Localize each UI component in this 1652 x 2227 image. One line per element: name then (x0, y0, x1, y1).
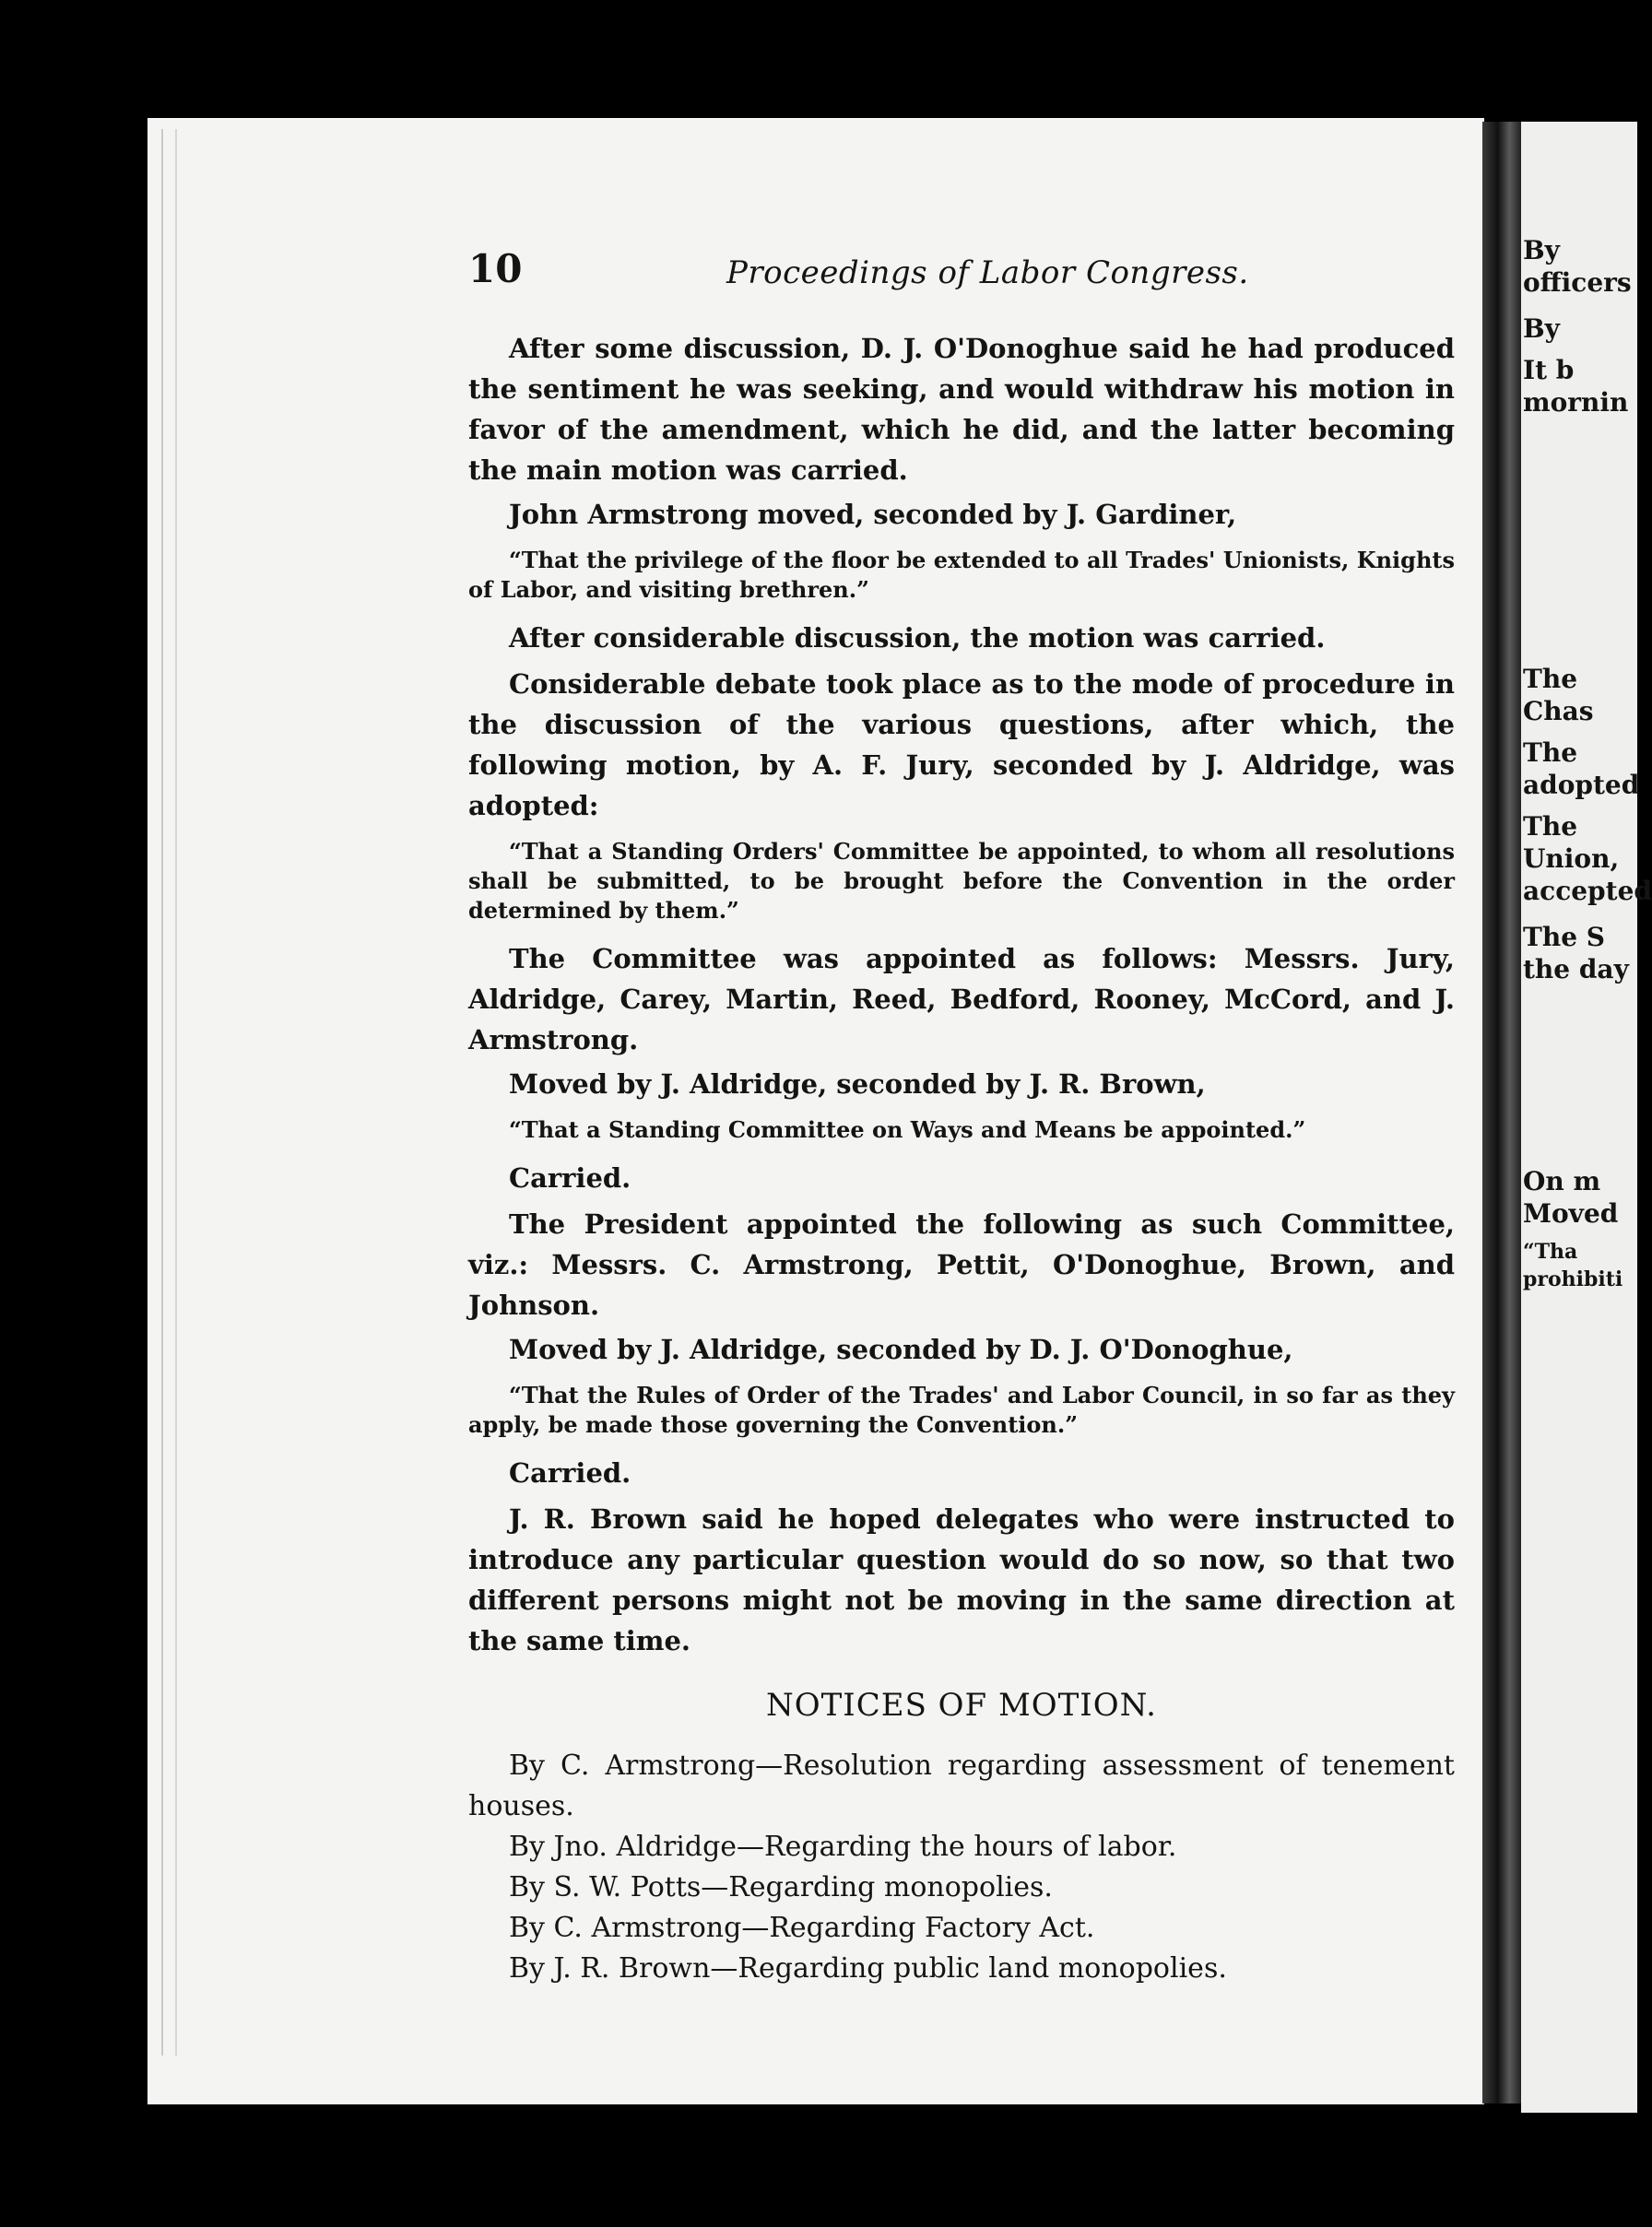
page-number: 10 (468, 246, 523, 291)
quoted-motion: “That a Standing Committee on Ways and Means be appointed.” (509, 1116, 1306, 1143)
notices-list (468, 1746, 1455, 1989)
adjacent-page-text: By (1523, 313, 1560, 344)
body-paragraph: John Armstrong moved, seconded by J. Gardiner, (509, 499, 1237, 530)
adjacent-page-text: accepted (1523, 876, 1652, 906)
running-head: Proceedings of Labor Congress. (726, 254, 1249, 291)
adjacent-page-text: officers (1523, 267, 1632, 298)
body-paragraph: The Committee was appointed as follows: Messrs. Jury, Aldridge, Carey, Martin, Reed, Bedford, Rooney, McCord, and J. Armstrong. (468, 943, 1455, 1055)
page-text-block (468, 246, 1455, 1989)
body-paragraph: The President appointed the following as such Committee, viz.: Messrs. C. Armstrong, Pettit, O'Donoghue, Brown, and Johnson. (468, 1208, 1455, 1321)
page-header (468, 246, 1455, 328)
adjacent-page-text: Union, (1523, 843, 1620, 874)
body-paragraph: Carried. (509, 1162, 631, 1194)
body-paragraphs (468, 328, 1455, 1661)
body-paragraph: After considerable discussion, the motion was carried. (509, 622, 1326, 654)
notice-item: By Jno. Aldridge—Regarding the hours of labor. (509, 1831, 1177, 1863)
body-paragraph: Moved by J. Aldridge, seconded by J. R. Brown, (509, 1068, 1206, 1100)
adjacent-page-text: The (1523, 737, 1578, 768)
adjacent-page-text: It b (1523, 355, 1575, 385)
adjacent-page-text: On m (1523, 1166, 1601, 1196)
quoted-motion: “That the Rules of Order of the Trades' and Labor Council, in so far as they apply, be made those governing the Convention.” (468, 1382, 1455, 1438)
adjacent-page-text: adopted (1523, 770, 1640, 800)
adjacent-page-text: mornin (1523, 387, 1629, 418)
body-paragraph: J. R. Brown said he hoped delegates who were instructed to introduce any particular question would do so now, so that two different persons might not be moving in the same direction at the same time. (468, 1503, 1455, 1656)
notice-item: By C. Armstrong—Regarding Factory Act. (509, 1912, 1095, 1944)
adjacent-page-text: the day (1523, 954, 1629, 984)
body-paragraph: Moved by J. Aldridge, seconded by D. J. O'Donoghue, (509, 1334, 1293, 1365)
page-edge-rule (161, 129, 163, 2056)
adjacent-page-text: prohibiti (1523, 1267, 1623, 1291)
notices-heading: NOTICES OF MOTION. (766, 1687, 1157, 1724)
body-paragraph: After some discussion, D. J. O'Donoghue said he had produced the sentiment he was seeking, and would withdraw his motion in favor of the amendment, which he did, and the latter becoming the main motion was carried. (468, 333, 1455, 486)
adjacent-page-text: “Tha (1523, 1240, 1578, 1264)
adjacent-page-text: Chas (1523, 696, 1594, 726)
notice-item: By J. R. Brown—Regarding public land monopolies. (509, 1952, 1227, 1985)
body-paragraph: Carried. (509, 1457, 631, 1489)
adjacent-page-fragment (1521, 122, 1652, 2113)
notice-item: By S. W. Potts—Regarding monopolies. (509, 1871, 1053, 1903)
notice-item: By C. Armstrong—Resolution regarding assessment of tenement houses. (468, 1750, 1455, 1822)
body-paragraph: Considerable debate took place as to the mode of procedure in the discussion of the various questions, after which, the following motion, by A. F. Jury, seconded by J. Aldridge, was adopted: (468, 668, 1455, 821)
page-edge-rule (175, 129, 177, 2056)
adjacent-page-text: The (1523, 811, 1578, 842)
adjacent-page-text: The (1523, 664, 1578, 694)
book-gutter (1482, 122, 1521, 2103)
adjacent-page-text: By (1523, 235, 1560, 265)
quoted-motion: “That the privilege of the floor be extended to all Trades' Unionists, Knights of Labor, and visiting brethren.” (468, 547, 1455, 603)
quoted-motion: “That a Standing Orders' Committee be appointed, to whom all resolutions shall be submitted, to be brought before the Convention in the order determined by them.” (468, 838, 1455, 924)
adjacent-page-text: Moved (1523, 1198, 1619, 1229)
adjacent-page-text: The S (1523, 922, 1605, 952)
